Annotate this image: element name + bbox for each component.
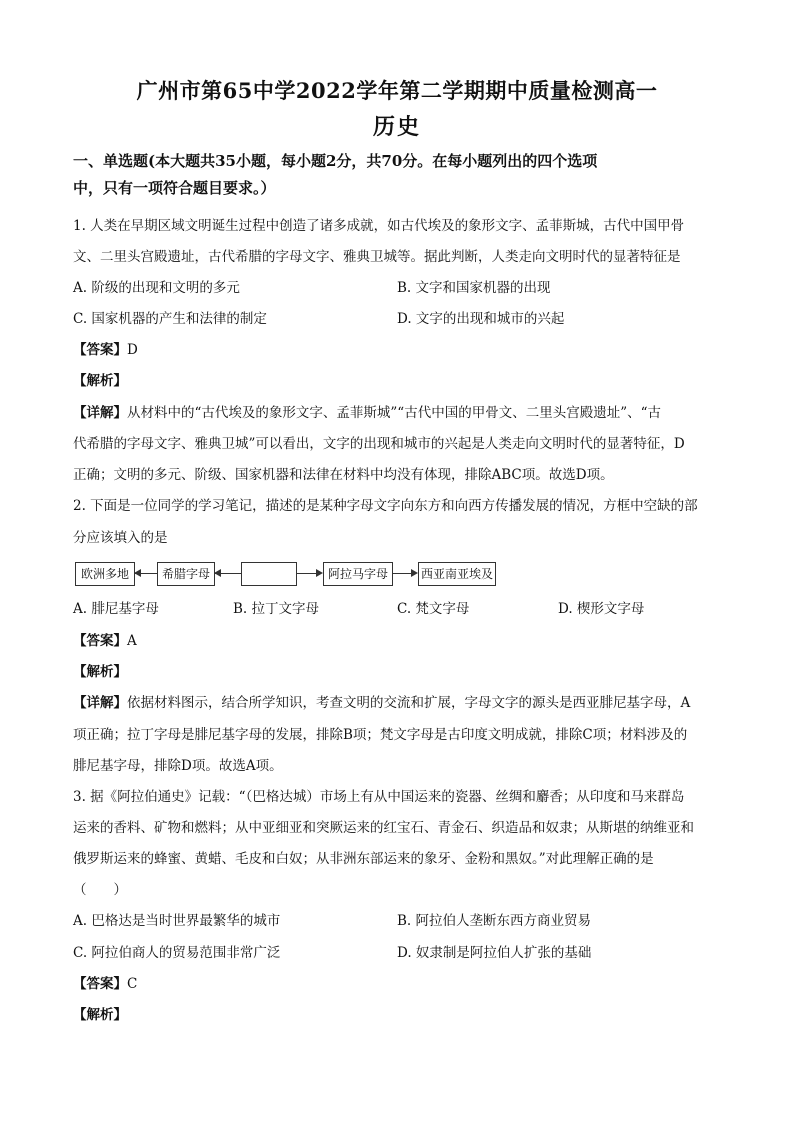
answer-value: A	[127, 633, 137, 649]
q1-option-d: D. 文字的出现和城市的兴起	[397, 311, 565, 327]
arrow-right-icon	[411, 569, 418, 577]
q1-detail-line	[73, 403, 661, 423]
q3-analysis-tag: 【解析】	[73, 1007, 127, 1023]
q3-option-b: B. 阿拉伯人垄断东西方商业贸易	[397, 913, 592, 929]
q1-answer	[73, 340, 138, 360]
q3-answer	[73, 974, 137, 994]
q2-analysis-tag: 【解析】	[73, 664, 127, 680]
q1-option-b: B. 文字和国家机器的出现	[397, 280, 551, 296]
q3-stem-line: （ ）	[73, 882, 127, 898]
diagram-box-aramaic: 阿拉马字母	[323, 562, 393, 586]
diagram-box-europe: 欧洲多地	[75, 562, 135, 586]
q2-stem-line: 2. 下面是一位同学的学习笔记，描述的是某种字母文字向东方和向西方传播发展的情况，方框中空缺的部	[73, 498, 698, 514]
q2-detail-line	[73, 693, 690, 713]
answer-value: C	[127, 976, 138, 992]
q2-option-d: D. 楔形文字母	[558, 601, 645, 617]
arrow-left-icon	[134, 569, 141, 577]
answer-tag: 【答案】	[73, 633, 127, 649]
q1-stem-line: 文、二里头宫殿遗址，古代希腊的字母文字、雅典卫城等。据此判断，人类走向文明时代的显著特征是	[73, 249, 681, 265]
q3-option-d: D. 奴隶制是阿拉伯人扩张的基础	[397, 945, 592, 961]
q3-stem-line: 运来的香料、矿物和燃料；从中亚细亚和突厥运来的红宝石、青金石、织造品和奴隶；从斯堪的纳维亚和	[73, 820, 694, 836]
q1-detail-line: 代希腊的字母文字、雅典卫城”可以看出，文字的出现和城市的兴起是人类走向文明时代的显著特征，D	[73, 436, 685, 452]
q2-option-b: B. 拉丁文字母	[233, 601, 320, 617]
q2-answer	[73, 631, 137, 651]
q1-analysis-tag: 【解析】	[73, 373, 127, 389]
answer-value: D	[127, 342, 138, 358]
section-heading-line: 中，只有一项符合题目要求。）	[73, 179, 276, 197]
arrow-line	[393, 573, 413, 574]
q1-stem-line: 1. 人类在早期区域文明诞生过程中创造了诸多成就，如古代埃及的象形文字、孟菲斯城，古代中国甲骨	[73, 218, 685, 234]
q3-option-c: C. 阿拉伯商人的贸易范围非常广泛	[73, 945, 281, 961]
exam-title: 广州市第65中学2022学年第二学期期中质量检测高一	[136, 78, 658, 103]
answer-tag: 【答案】	[73, 342, 127, 358]
q2-detail-line: 项正确；拉丁字母是腓尼基字母的发展，排除B项；梵文字母是古印度文明成就，排除C项；材料涉及的	[73, 727, 688, 743]
q3-option-a: A. 巴格达是当时世界最繁华的城市	[73, 913, 281, 929]
arrow-right-icon	[316, 569, 323, 577]
detail-text: 依据材料图示，结合所学知识，考查文明的交流和扩展，字母文字的源头是西亚腓尼基字母，A	[127, 695, 691, 711]
section-heading-line: 一、单选题(本大题共35小题，每小题2分，共70分。在每小题列出的四个选项	[73, 152, 598, 170]
q2-detail-line: 腓尼基字母，排除D项。故选A项。	[73, 758, 283, 774]
detail-text: 从材料中的“古代埃及的象形文字、孟菲斯城”“古代中国的甲骨文、二里头宫殿遗址”、“古	[127, 405, 662, 421]
q2-option-a: A. 腓尼基字母	[73, 601, 159, 617]
q1-option-a: A. 阶级的出现和文明的多元	[73, 280, 240, 296]
answer-tag: 【答案】	[73, 976, 127, 992]
arrow-line	[297, 573, 318, 574]
q2-option-c: C. 梵文字母	[397, 601, 470, 617]
section-heading	[73, 148, 733, 202]
diagram-box-blank	[241, 562, 297, 586]
diagram-box-greek: 希腊字母	[157, 562, 215, 586]
q2-stem-line: 分应该填入的是	[73, 530, 168, 546]
q3-stem-line: 3. 据《阿拉伯通史》记载：“（巴格达城）市场上有从中国运来的瓷器、丝绸和麝香；从印度和马来群岛	[73, 789, 685, 805]
detail-tag: 【详解】	[73, 405, 127, 421]
diagram-box-westasia: 西亚南亚埃及	[418, 562, 496, 586]
q3-stem-line: 俄罗斯运来的蜂蜜、黄蜡、毛皮和白奴；从非洲东部运来的象牙、金粉和黑奴。”对此理解正确的是	[73, 851, 654, 867]
transmission-diagram	[75, 562, 505, 588]
subject-title: 历史	[372, 114, 421, 140]
arrow-left-icon	[214, 569, 221, 577]
q1-option-c: C. 国家机器的产生和法律的制定	[73, 311, 267, 327]
detail-tag: 【详解】	[73, 695, 127, 711]
q1-detail-line: 正确；文明的多元、阶级、国家机器和法律在材料中均没有体现，排除ABC项。故选D项。	[73, 467, 614, 483]
